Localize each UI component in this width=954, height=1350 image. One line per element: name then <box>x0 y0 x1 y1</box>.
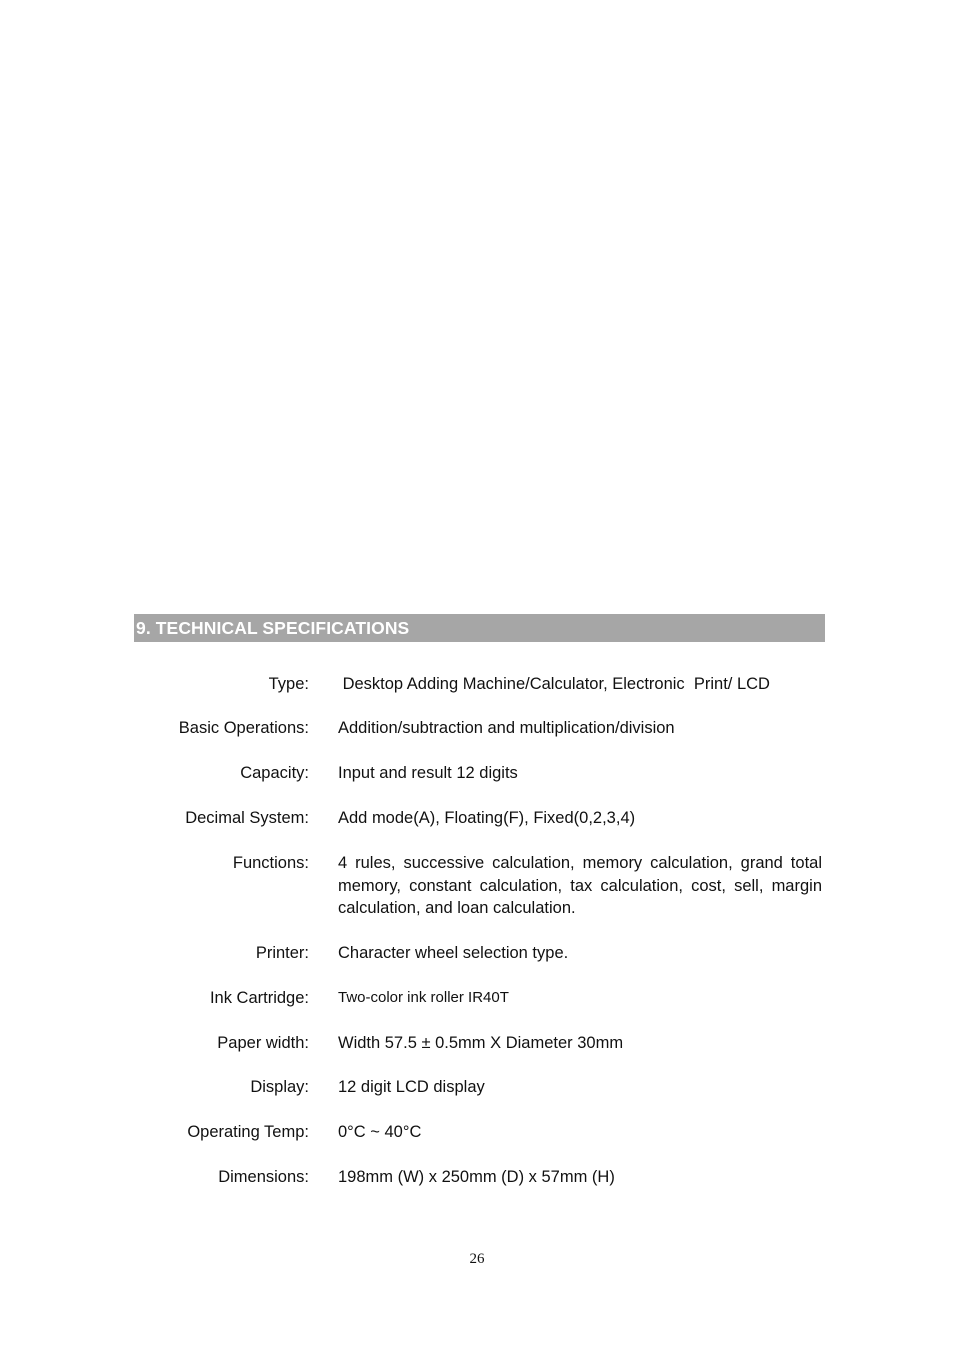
spec-value: Desktop Adding Machine/Calculator, Electronic Print/ LCD <box>338 675 770 693</box>
spec-value: Addition/subtraction and multiplication/division <box>338 719 675 737</box>
spec-label: Ink Cartridge: <box>209 989 309 1007</box>
spec-label: Display: <box>250 1078 309 1096</box>
spec-label: Operating Temp: <box>187 1123 309 1141</box>
spec-label: Functions: <box>232 854 309 872</box>
spec-value: 12 digit LCD display <box>338 1078 485 1096</box>
spec-value: Add mode(A), Floating(F), Fixed(0,2,3,4) <box>338 809 636 827</box>
spec-value: Input and result 12 digits <box>338 764 518 782</box>
spec-value: Two-color ink roller IR40T <box>338 989 509 1006</box>
spec-label: Printer: <box>255 944 309 962</box>
page-number: 26 <box>469 1251 485 1267</box>
spec-value: 0°C ~ 40°C <box>338 1123 422 1141</box>
section-header <box>134 614 825 642</box>
spec-value: Width 57.5 ± 0.5mm X Diameter 30mm <box>338 1034 624 1052</box>
spec-label: Decimal System: <box>185 809 309 827</box>
spec-label: Capacity: <box>240 764 309 782</box>
spec-value: 198mm (W) x 250mm (D) x 57mm (H) <box>338 1168 615 1186</box>
section-title: 9. TECHNICAL SPECIFICATIONS <box>136 617 410 638</box>
spec-label: Basic Operations: <box>178 719 309 737</box>
spec-label: Type: <box>268 675 309 693</box>
spec-value: Character wheel selection type. <box>338 944 569 962</box>
spec-label: Paper width: <box>217 1034 309 1052</box>
spec-value: 4 rules, successive calculation, memory calculation, grand total memory, constant calculation, tax calculation, cost, sell, margin calculation, and loan calculation. <box>338 854 822 917</box>
spec-label: Dimensions: <box>218 1168 309 1186</box>
